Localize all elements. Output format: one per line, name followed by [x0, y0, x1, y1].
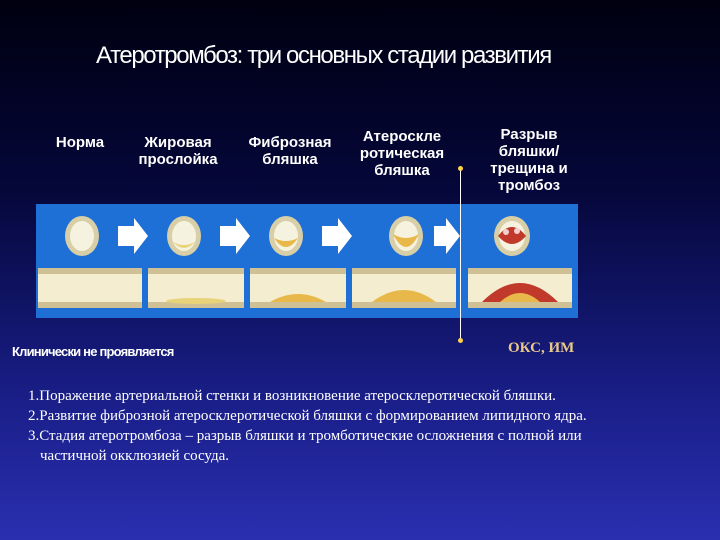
stage-label-line: ротическая	[359, 145, 445, 162]
vessel-rupture	[468, 268, 572, 308]
stage-label-line: Жировая	[144, 134, 212, 151]
stage-label-line: Фиброзная	[248, 134, 332, 151]
stage-label-fibrous-plaque	[238, 134, 342, 168]
clinically-silent-label: Клинически не проявляется	[12, 344, 174, 359]
cross-section-fibrous	[269, 216, 303, 256]
note-line: частичной окклюзией сосуда.	[40, 448, 230, 464]
progression-diagram	[36, 204, 578, 318]
slide-title: Атеротромбоз: три основных стадии развития	[96, 42, 551, 69]
vessel-atherosclerotic	[352, 268, 456, 308]
acs-label: ОКС, ИМ	[508, 340, 575, 356]
stage-label-atherosclerotic-plaque	[348, 128, 456, 179]
cross-section-fatty	[167, 216, 201, 256]
stage-label-rupture-thrombosis	[474, 126, 584, 194]
note-line: 2.Развитие фиброзной атеросклеротической бляшки с формированием липидного ядра.	[28, 408, 587, 424]
stage-label-line: трещина и	[490, 160, 568, 177]
stage-label-line: бляшка	[262, 151, 318, 168]
note-line: 1.Поражение артериальной стенки и возникновение атеросклеротической бляшки.	[28, 388, 556, 404]
stage-notes	[28, 386, 718, 466]
stage-divider-line	[460, 170, 461, 340]
arrow-right-icon	[220, 218, 250, 254]
divider-marker	[458, 338, 463, 343]
vessel-normal	[38, 268, 142, 308]
vessel-fatty	[148, 268, 244, 308]
note-line: 3.Стадия атеротромбоза – разрыв бляшки и тромботические осложнения с полной или	[28, 428, 582, 444]
arrow-right-icon	[434, 218, 460, 254]
arrow-right-icon	[118, 218, 148, 254]
stage-label-line: тромбоз	[497, 177, 561, 194]
cross-section-atherosclerotic	[389, 216, 423, 256]
stage-label-line: прослойка	[138, 151, 218, 168]
stage-label-line: Норма	[55, 134, 105, 151]
divider-marker	[458, 166, 463, 171]
stage-label-line: Атероскле	[362, 128, 442, 145]
arrow-right-icon	[322, 218, 352, 254]
stage-label-line: Разрыв	[500, 126, 558, 143]
stage-label-norm	[50, 134, 110, 151]
cross-section-rupture	[494, 216, 530, 256]
stage-label-line: бляшки/	[498, 143, 560, 160]
stage-label-line: бляшка	[374, 162, 430, 179]
stage-label-fatty-streak	[128, 134, 228, 168]
cross-section-normal	[65, 216, 99, 256]
progression-illustration	[36, 204, 578, 318]
vessel-fibrous	[250, 268, 346, 308]
